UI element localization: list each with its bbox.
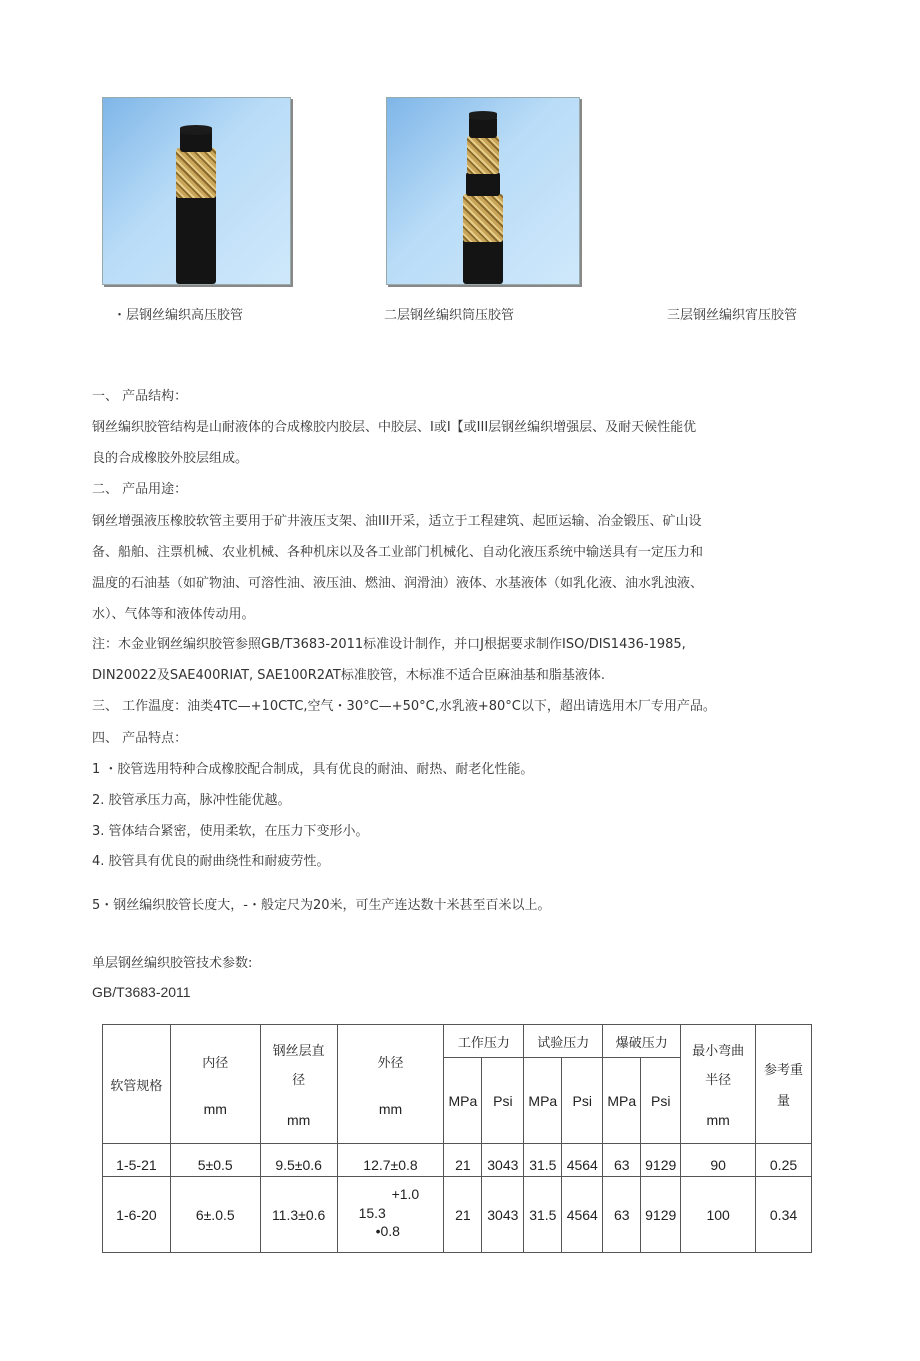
image-caption-3: 三层钢丝编织宵压胶管 bbox=[667, 308, 798, 323]
header-inner-label: 内径 bbox=[202, 1055, 229, 1071]
feature-4: 4. 胶管具有优良的耐曲绕性和耐疲劳性。 bbox=[92, 854, 330, 869]
header-bend bbox=[681, 1025, 756, 1144]
header-bend-line-1: 最小弯曲 bbox=[692, 1044, 745, 1059]
feature-3: 3. 管体结合紧密，使用柔软，在压力下变形小。 bbox=[92, 824, 369, 839]
section-4-title: 四、 产品特点： bbox=[92, 731, 188, 746]
header-bend-line-2: 半径 bbox=[705, 1073, 732, 1088]
section-1-title: 一、 产品结构： bbox=[92, 389, 188, 404]
header-work-mpa: MPa bbox=[444, 1058, 482, 1144]
note-line-1: 注：木金业钢丝编织胶管参照GB/T3683-2011标准设计制作，并口J根据要求制作ISO/DIS1436-1985, bbox=[92, 637, 686, 652]
header-steel-line-2: 径 bbox=[292, 1073, 306, 1088]
cell-burst-psi: 9129 bbox=[641, 1144, 681, 1177]
hose-photo-2 bbox=[386, 97, 580, 285]
hose-photo-1 bbox=[102, 97, 291, 285]
cell-test-mpa: 31.5 bbox=[524, 1177, 562, 1253]
header-inner bbox=[170, 1025, 260, 1144]
header-outer bbox=[337, 1025, 444, 1144]
feature-1: 1 ・胶管选用特种合成橡胶配合制成，具有优良的耐油、耐热、耐老化性能。 bbox=[92, 762, 534, 777]
cell-work-psi: 3043 bbox=[482, 1144, 524, 1177]
image-caption-1: ・层钢丝编织高压胶管 bbox=[113, 308, 244, 323]
feature-2: 2. 胶管承压力高，脉冲性能优越。 bbox=[92, 793, 291, 808]
note-line-2: DIN20022及SAE400RIAT, SAE100R2AT标准胶管，木标准不适合臣麻油基和脂基液体. bbox=[92, 668, 605, 683]
feature-5: 5・钢丝编织胶管长度大，-・般定尺为20米，可生产连达数十米甚至百米以上。 bbox=[92, 898, 551, 913]
header-outer-label: 外径 bbox=[377, 1055, 404, 1071]
image-caption-2: 二层钢丝编织筒压胶管 bbox=[384, 308, 515, 323]
header-test-psi: Psi bbox=[562, 1058, 603, 1144]
cell-bend: 90 bbox=[681, 1144, 756, 1177]
section-1-text-2: 良的合成橡胶外胶层组成。 bbox=[92, 451, 249, 466]
cell-weight: 0.25 bbox=[756, 1144, 812, 1177]
cell-work-psi: 3043 bbox=[482, 1177, 524, 1253]
header-inner-unit: mm bbox=[203, 1100, 227, 1117]
section-2-title: 二、 产品用途： bbox=[92, 482, 188, 497]
section-2-text-1: 钢丝增强液压橡胶软管主要用于矿井液压支架、油III开采，适立于工程建筑、起匝运输、冶金锻压、矿山设 bbox=[92, 514, 702, 529]
header-bend-unit: mm bbox=[706, 1112, 730, 1128]
header-burst-psi: Psi bbox=[641, 1058, 681, 1144]
table-row bbox=[103, 1177, 812, 1253]
header-burst-mpa: MPa bbox=[603, 1058, 641, 1144]
section-2-text-4: 水）、气体等和液体传动用。 bbox=[92, 607, 255, 622]
cell-steel: 9.5±0.6 bbox=[260, 1144, 337, 1177]
cell-test-psi: 4564 bbox=[562, 1177, 603, 1253]
header-steel-unit: mm bbox=[286, 1112, 311, 1128]
section-2-text-3: 温度的石油基（如矿物油、可溶性油、液压油、燃油、润滑油）液体、水基液体（如乳化液、油水乳浊液、 bbox=[92, 576, 704, 591]
cell-outer bbox=[337, 1177, 444, 1253]
cell-test-psi: 4564 bbox=[562, 1144, 603, 1177]
outer-tolerance-plus: +1.0 bbox=[391, 1185, 420, 1202]
cell-inner: 6±.0.5 bbox=[170, 1177, 260, 1253]
cell-spec: 1-5-21 bbox=[103, 1144, 171, 1177]
header-spec: 软管规格 bbox=[103, 1025, 171, 1144]
cell-spec: 1-6-20 bbox=[103, 1177, 171, 1253]
outer-base-value: 15.3 bbox=[358, 1204, 386, 1221]
header-test-pressure: 试验压力 bbox=[524, 1025, 603, 1058]
header-work-pressure: 工作压力 bbox=[444, 1025, 524, 1058]
header-burst-pressure: 爆破压力 bbox=[603, 1025, 681, 1058]
header-outer-unit: mm bbox=[378, 1100, 403, 1117]
param-title: 单层钢丝编织胶管技术参数: bbox=[92, 956, 253, 971]
standard-code: GB/T3683-2011 bbox=[92, 984, 191, 1000]
outer-tolerance-minus: •0.8 bbox=[375, 1222, 400, 1239]
section-2-text-2: 备、船舶、注票机械、农业机械、各种机床以及各工业部门机械化、自动化液压系统中输送具有一定压力和 bbox=[92, 545, 704, 560]
cell-work-mpa: 21 bbox=[444, 1177, 482, 1253]
cell-burst-mpa: 63 bbox=[603, 1144, 641, 1177]
header-work-psi: Psi bbox=[482, 1058, 524, 1144]
cell-inner: 5±0.5 bbox=[170, 1144, 260, 1177]
cell-steel: 11.3±0.6 bbox=[260, 1177, 337, 1253]
cell-burst-mpa: 63 bbox=[603, 1177, 641, 1253]
table-row bbox=[103, 1144, 812, 1177]
header-steel-line-1: 钢丝层直 bbox=[272, 1044, 325, 1059]
header-weight bbox=[756, 1025, 812, 1144]
section-3-temperature: 三、 工作温度：油类4TC—+10CTC,空气・30°C—+50°C,水乳液+80°C以下，超出请选用木厂专用产品。 bbox=[92, 699, 716, 714]
cell-bend: 100 bbox=[681, 1177, 756, 1253]
section-1-text-1: 钢丝编织胶管结构是山耐液体的合成橡胶内胶层、中胶层、I或I【或III层钢丝编织增强层、及耐天候性能优 bbox=[92, 420, 697, 435]
cell-work-mpa: 21 bbox=[444, 1144, 482, 1177]
cell-weight: 0.34 bbox=[756, 1177, 812, 1253]
cell-burst-psi: 9129 bbox=[641, 1177, 681, 1253]
header-steel bbox=[260, 1025, 337, 1144]
cell-outer: 12.7±0.8 bbox=[337, 1144, 444, 1177]
header-test-mpa: MPa bbox=[524, 1058, 562, 1144]
spec-table bbox=[102, 1024, 812, 1253]
header-weight-line-1: 参考重 bbox=[764, 1063, 804, 1078]
cell-test-mpa: 31.5 bbox=[524, 1144, 562, 1177]
header-weight-line-2: 量 bbox=[777, 1094, 791, 1109]
